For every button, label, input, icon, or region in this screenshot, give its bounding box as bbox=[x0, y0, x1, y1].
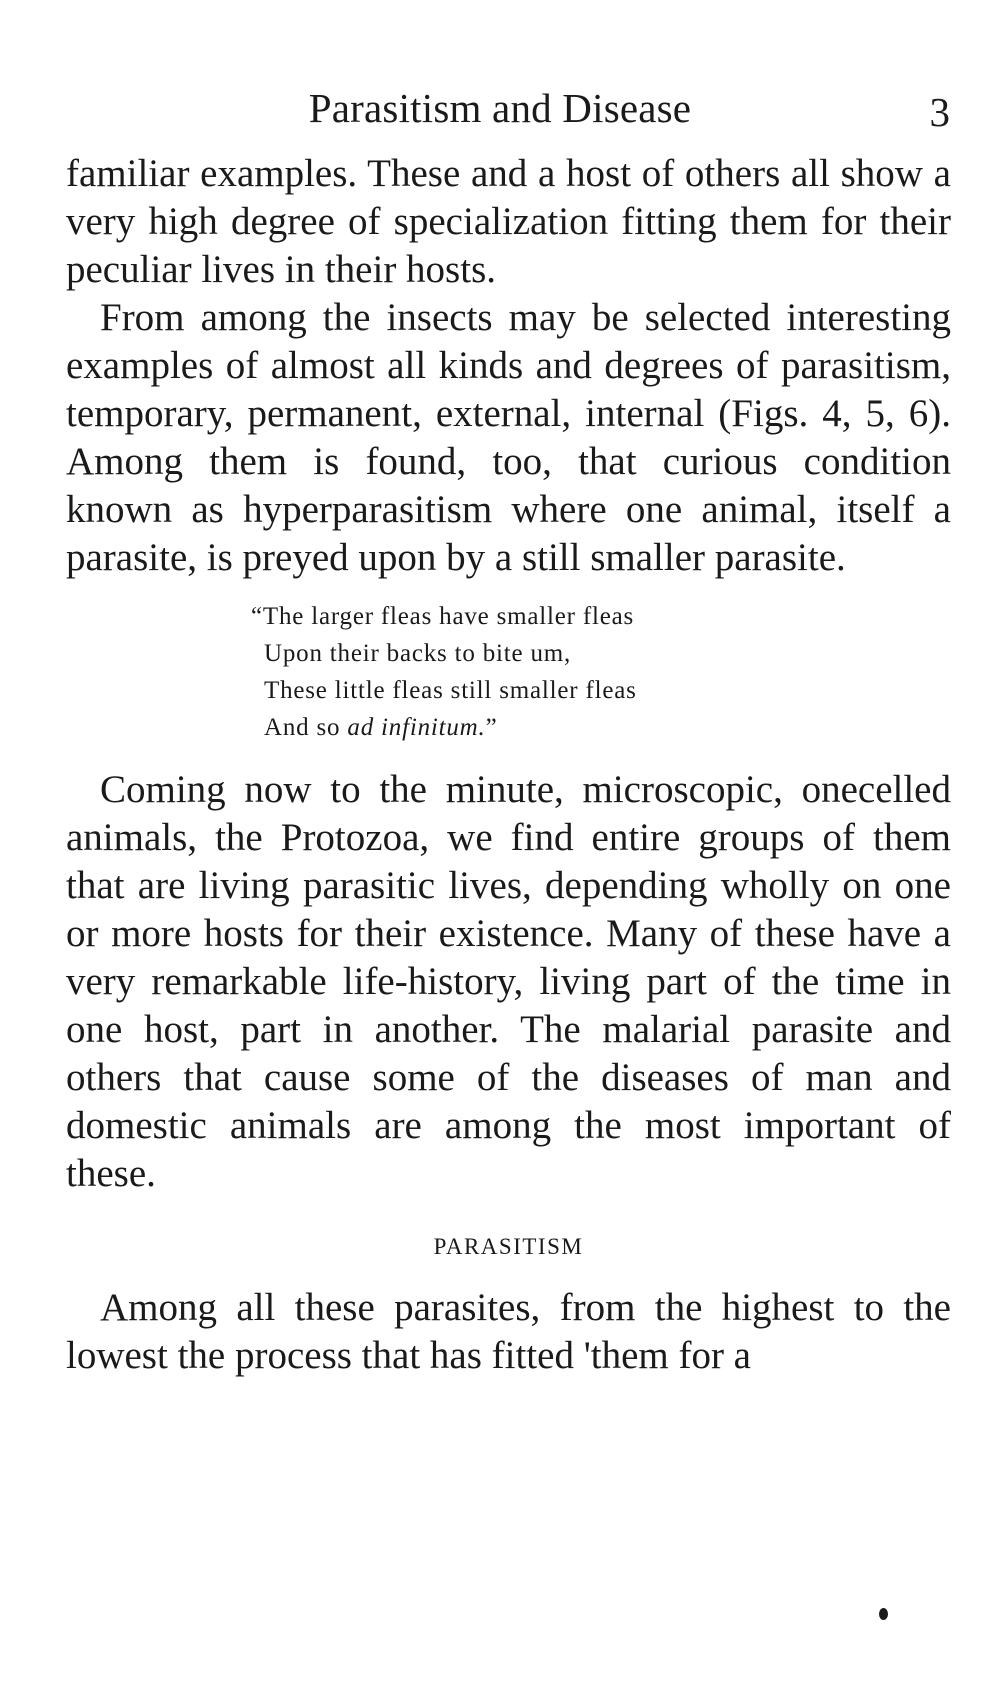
verse-line: Upon their backs to bite um, bbox=[264, 640, 572, 667]
paragraph-insects: From among the insects may be selected interesting examples of almost all kinds and degrees of parasitism, temporary, permanent, external, internal (Figs. 4, 5, 6). Among them is found, too, that curious condition known as hyperparasitism where one animal, itself a parasite, is preyed upon by a still smaller parasite. bbox=[66, 296, 951, 579]
verse-line: These little fleas still smaller fleas bbox=[264, 677, 637, 704]
ink-mark bbox=[879, 1608, 888, 1620]
verse-text: ” bbox=[485, 714, 498, 741]
paragraph-continuation: familiar examples. These and a host of others all show a very high degree of specialization fitting them for their peculiar lives in their hosts. bbox=[66, 152, 951, 291]
verse-line bbox=[251, 709, 951, 746]
running-title: Parasitism and Disease bbox=[308, 85, 692, 131]
paragraph-parasitism: Among all these parasites, from the highest to the lowest the process that has fitted 'them for a bbox=[66, 1286, 951, 1377]
body-text bbox=[66, 150, 951, 1380]
verse-quotation bbox=[251, 598, 951, 746]
paragraph-protozoa: Coming now to the minute, microscopic, onecelled animals, the Protozoa, we find entire groups of them that are living parasitic lives, depending wholly on one or more hosts for their existence. Many of these have a very remarkable life-history, living part of the time in one host, part in another. The malarial parasite and others that cause some of the diseases of man and domestic animals are among the most important of these. bbox=[66, 768, 951, 1195]
verse-text: And so bbox=[264, 714, 348, 741]
running-head bbox=[0, 78, 1000, 138]
page-number: 3 bbox=[929, 89, 950, 135]
verse-italic-text: ad infinitum. bbox=[347, 714, 486, 741]
verse-line: “The larger fleas have smaller fleas bbox=[251, 603, 635, 630]
section-heading: PARASITISM bbox=[433, 1234, 584, 1259]
